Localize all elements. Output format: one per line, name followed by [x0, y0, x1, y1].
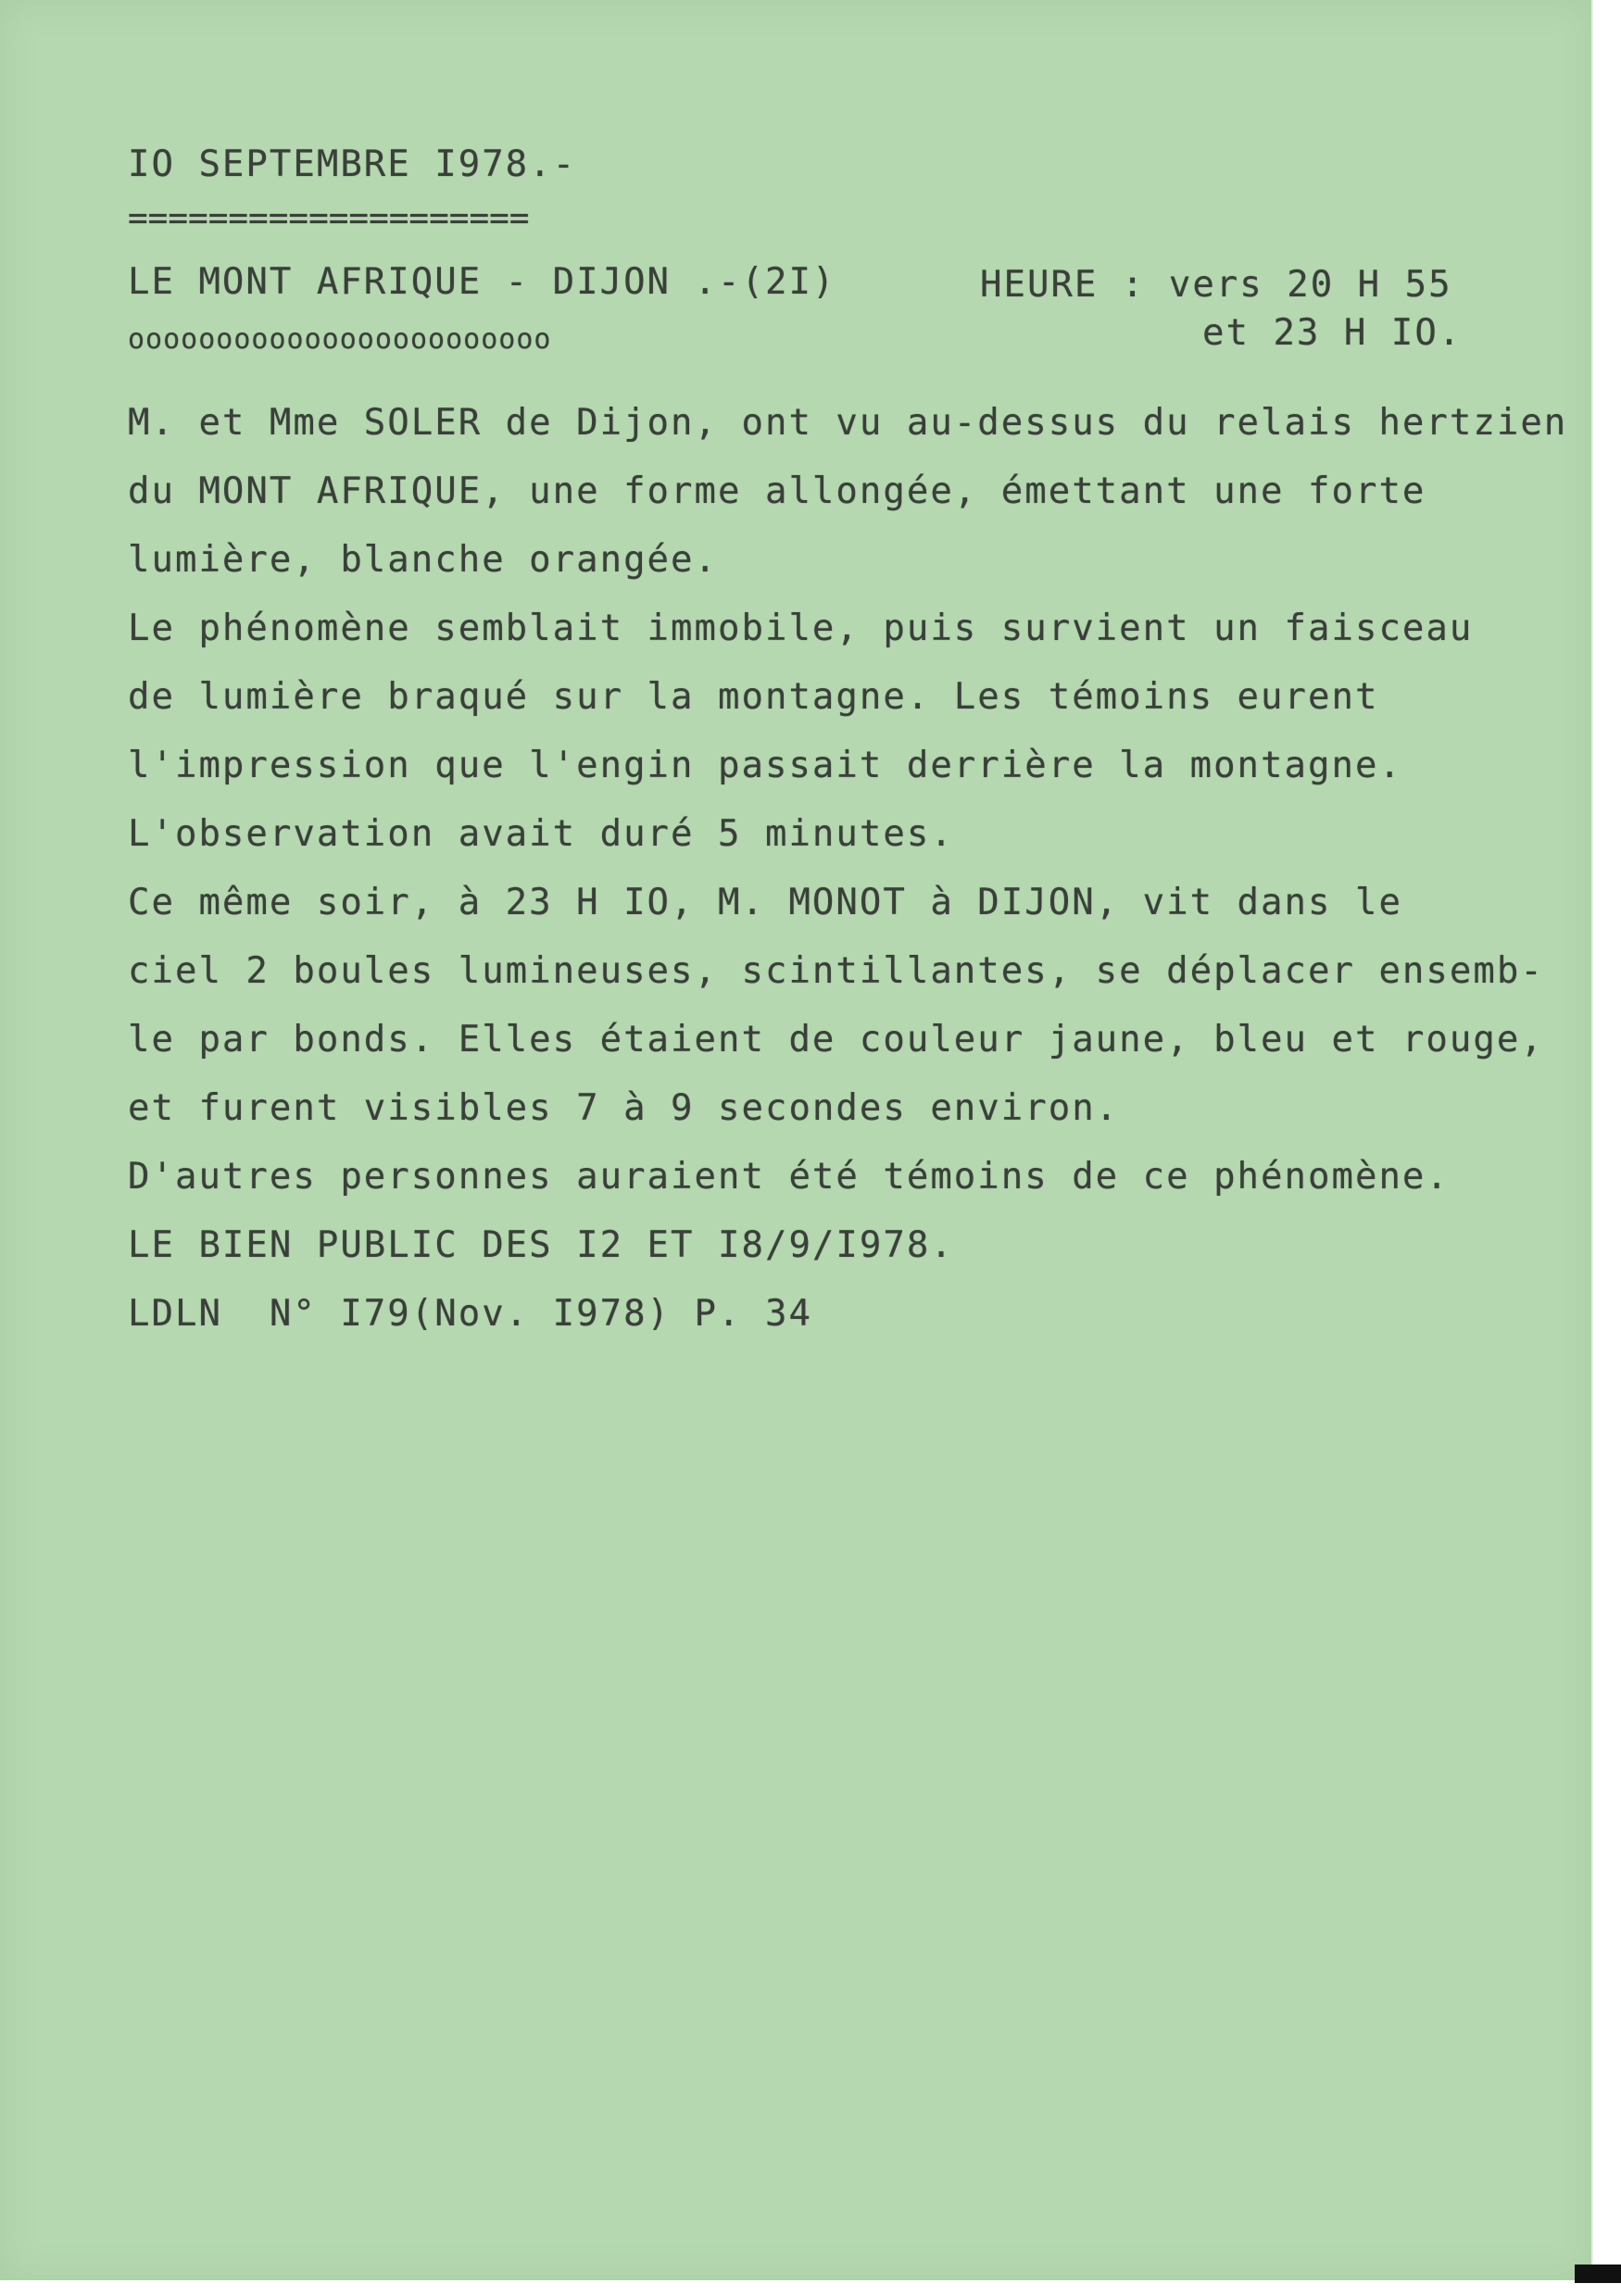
- scan-corner-mark: [1575, 2265, 1621, 2283]
- body-line-1: M. et Mme SOLER de Dijon, ont vu au-dessus du relais hertzien: [128, 402, 1568, 444]
- body-line-10: le par bonds. Elles étaient de couleur jaune, bleu et rouge,: [128, 1019, 1544, 1060]
- body-line-8: Ce même soir, à 23 H IO, M. MONOT à DIJON, vit dans le: [128, 882, 1402, 923]
- date-underline: ====================: [128, 199, 530, 237]
- time-line-1: HEURE : vers 20 H 55: [980, 264, 1452, 306]
- scan-bottom-margin: [0, 2280, 1621, 2296]
- source-line-2: LDLN N° I79(Nov. I978) P. 34: [128, 1293, 812, 1335]
- body-line-3: lumière, blanche orangée.: [128, 539, 718, 581]
- body-line-7: L'observation avait duré 5 minutes.: [128, 813, 954, 855]
- time-line-2: et 23 H IO.: [1202, 312, 1463, 354]
- body-line-11: et furent visibles 7 à 9 secondes environ.: [128, 1087, 1120, 1129]
- body-line-2: du MONT AFRIQUE, une forme allongée, émettant une forte: [128, 470, 1426, 512]
- body-line-5: de lumière braqué sur la montagne. Les témoins eurent: [128, 676, 1379, 718]
- location-heading: LE MONT AFRIQUE - DIJON .-(2I): [128, 261, 836, 303]
- date-heading: IO SEPTEMBRE I978.-: [128, 144, 577, 185]
- body-line-6: l'impression que l'engin passait derrière la montagne.: [128, 745, 1402, 786]
- location-underline: oooooooooooooooooooooooo: [128, 323, 552, 356]
- body-line-4: Le phénomène semblait immobile, puis survient un faisceau: [128, 608, 1474, 649]
- source-line-1: LE BIEN PUBLIC DES I2 ET I8/9/I978.: [128, 1224, 954, 1266]
- body-line-9: ciel 2 boules lumineuses, scintillantes, se déplacer ensemb-: [128, 950, 1544, 992]
- body-line-12: D'autres personnes auraient été témoins de ce phénomène.: [128, 1156, 1450, 1198]
